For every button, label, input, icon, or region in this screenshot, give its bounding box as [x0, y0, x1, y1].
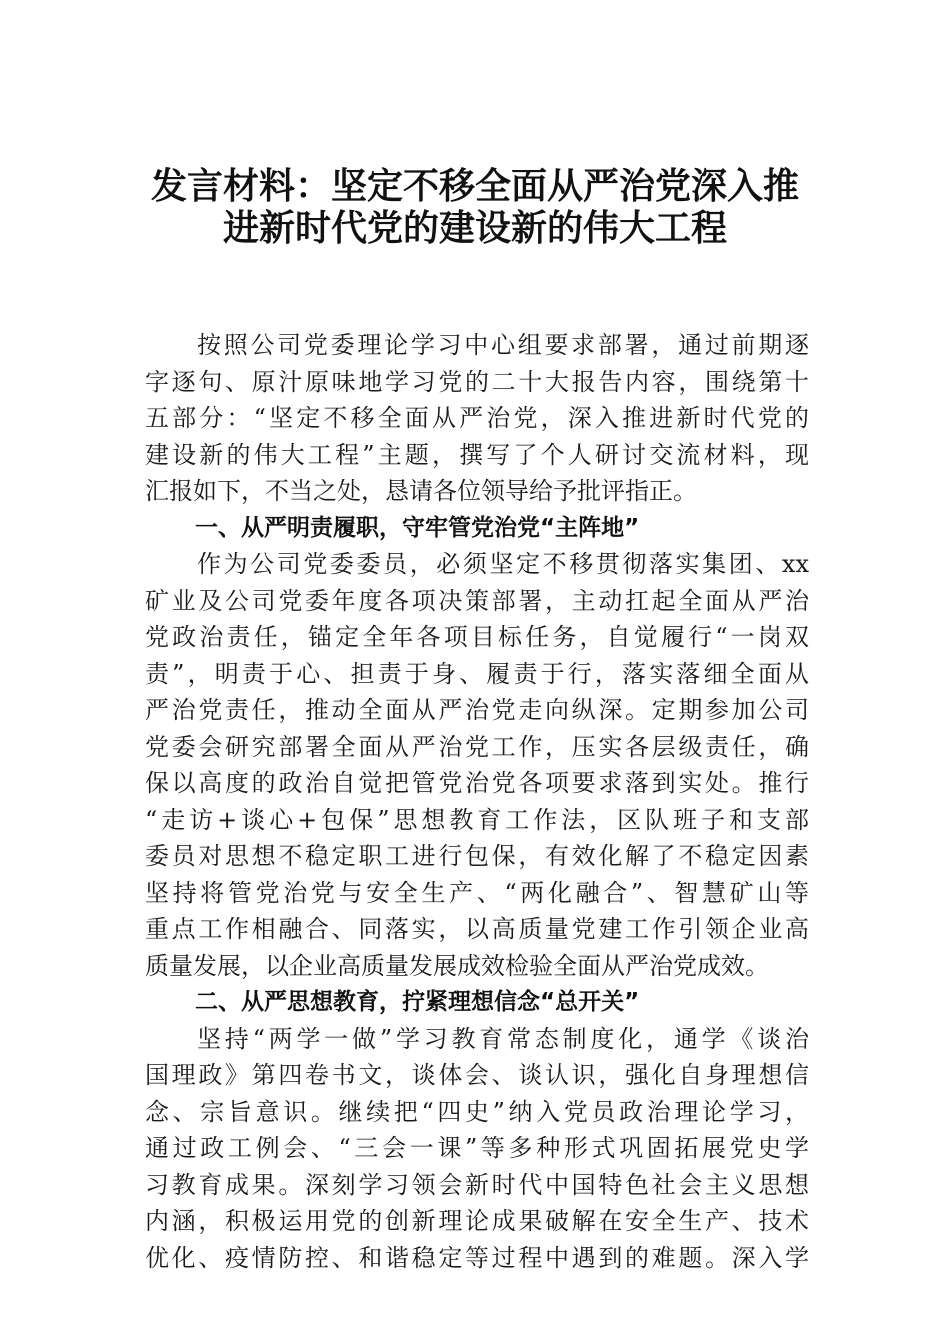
- paragraph-line: 按照公司党委理论学习中心组要求部署，通过前期逐: [197, 331, 809, 359]
- paragraph-line: 坚持“两学一做”学习教育常态制度化，通学《谈治: [197, 1024, 809, 1053]
- paragraph-line: 内涵，积极运用党的创新理论成果破解在安全生产、技术: [145, 1207, 809, 1235]
- paragraph-line: 党委会研究部署全面从严治党工作，压实各层级责任，确: [145, 732, 809, 761]
- paragraph-line: 字逐句、原汁原味地学习党的二十大报告内容，围绕第十: [145, 367, 809, 396]
- paragraph-line: 重点工作相融合、同落实，以高质量党建工作引领企业高: [145, 915, 809, 943]
- paragraph-line: “走访+谈心+包保”思想教育工作法，区队班子和支部: [145, 805, 809, 834]
- paragraph-line: 五部分：“坚定不移全面从严治党，深入推进新时代党的: [145, 404, 809, 432]
- paragraph-line: 质量发展，以企业高质量发展成效检验全面从严治党成效。: [145, 951, 769, 980]
- paragraph-line: 委员对思想不稳定职工进行包保，有效化解了不稳定因素: [145, 842, 809, 870]
- section-1-paragraph: [145, 546, 809, 984]
- section-heading-1: 一、从严明责履职，守牢管党治党“主阵地”: [195, 514, 640, 541]
- section-2-paragraph: [145, 1021, 809, 1277]
- document-title-line-1: 发言材料：坚定不移全面从严治党深入推: [150, 165, 799, 207]
- paragraph-line: 保以高度的政治自觉把管党治党各项要求落到实处。推行: [145, 769, 809, 797]
- paragraph-line: 习教育成果。深刻学习领会新时代中国特色社会主义思想: [145, 1170, 809, 1199]
- paragraph-line: 通过政工例会、“三会一课”等多种形式巩固拓展党史学: [145, 1134, 809, 1162]
- intro-paragraph: [145, 327, 809, 510]
- document-body: [145, 327, 809, 1276]
- paragraph-line: 国理政》第四卷书文，谈体会、谈认识，强化自身理想信: [145, 1061, 809, 1089]
- paragraph-line: 严治党责任，推动全面从严治党走向纵深。定期参加公司: [145, 696, 809, 724]
- paragraph-line: 优化、疫情防控、和谐稳定等过程中遇到的难题。深入学: [145, 1243, 809, 1272]
- section-heading-2: 二、从严思想教育，拧紧理想信念“总开关”: [195, 989, 640, 1015]
- paragraph-line: 矿业及公司党委年度各项决策部署，主动扛起全面从严治: [145, 586, 809, 615]
- paragraph-line: 责”，明责于心、担责于身、履责于行，落实落细全面从: [145, 659, 809, 688]
- paragraph-line: 建设新的伟大工程”主题，撰写了个人研讨交流材料，现: [145, 440, 809, 469]
- paragraph-line: 党政治责任，锚定全年各项目标任务，自觉履行“一岗双: [145, 623, 809, 651]
- paragraph-line: 作为公司党委委员，必须坚定不移贯彻落实集团、xx: [197, 550, 809, 578]
- paragraph-line: 念、宗旨意识。继续把“四史”纳入党员政治理论学习，: [145, 1097, 809, 1126]
- paragraph-line: 坚持将管党治党与安全生产、“两化融合”、智慧矿山等: [145, 878, 809, 907]
- paragraph-line: 汇报如下，不当之处，恳请各位领导给予批评指正。: [145, 477, 697, 505]
- document-title-line-2: 进新时代党的建设新的伟大工程: [222, 207, 727, 249]
